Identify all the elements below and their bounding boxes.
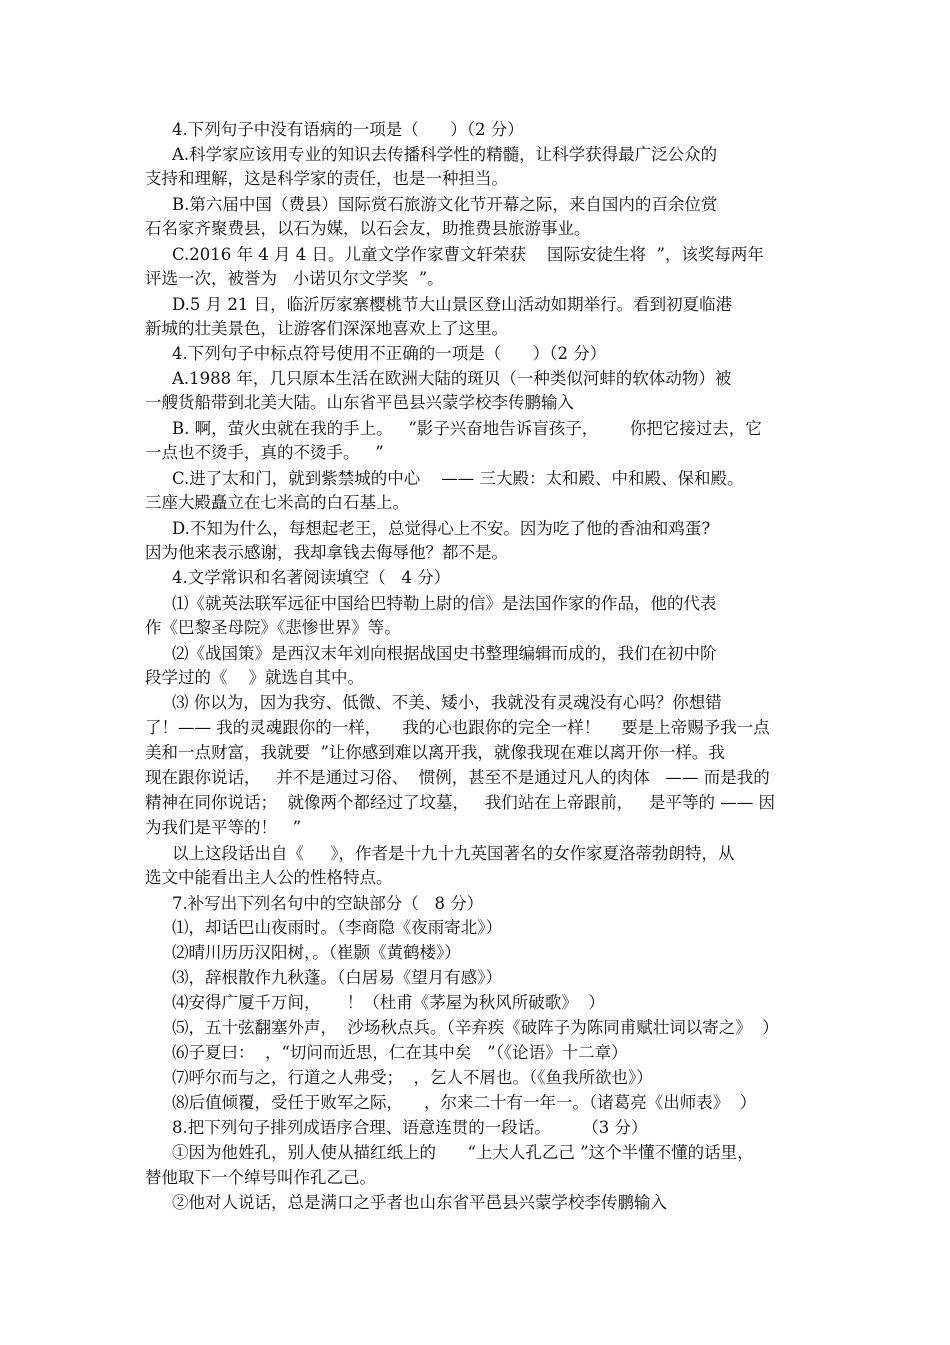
ordering-item-2: ②他对人说话，总是满口之乎者也山东省平邑县兴蒙学校李传鹏输入 bbox=[172, 1193, 667, 1212]
punct-option-a-line-2: 一艘货船带到北美大陆。山东省平邑县兴蒙学校李传鹏输入 bbox=[145, 393, 574, 412]
punct-option-b-line-1: B. 啊，萤火虫就在我的手上。 ”影子兴奋地告诉盲孩子， 你把它接过去，它 bbox=[172, 419, 762, 438]
literature-item-3-question-line-1: 以上这段话出自《 》，作者是十九十九英国著名的女作家夏洛蒂勃朗特，从 bbox=[172, 844, 735, 863]
ordering-item-1-line-2: 替他取下一个绰号叫作孔乙己。 bbox=[145, 1168, 376, 1187]
literature-item-3-line-4: 现在跟你说话， 并不是通过习俗、 惯例，甚至不是通过凡人的肉体 —— 而是我的 bbox=[145, 768, 770, 787]
q4-option-b-line-1: B.第六届中国（费县）国际赏石旅游文化节开幕之际，来自国内的百余位赏 bbox=[172, 195, 718, 214]
quote-item-8: ⑻后值倾覆，受任于败军之际， ，尔来二十有一年一。（诸葛亮《出师表》 ） bbox=[172, 1093, 757, 1112]
q4-option-b-line-2: 石名家齐聚费县，以石为媒，以石会友，助推费县旅游事业。 bbox=[145, 219, 591, 238]
quote-item-1: ⑴，却话巴山夜雨时。（李商隐《夜雨寄北》） bbox=[172, 918, 502, 937]
literature-item-3-line-5: 精神在同你说话； 就像两个都经过了坟墓， 我们站在上帝跟前， 是平等的 —— 因 bbox=[145, 793, 775, 812]
quote-item-6: ⑹子夏曰： ，“切问而近思，仁在其中矣 ”（《论语》十二章） bbox=[172, 1043, 628, 1062]
ordering-item-1-line-1: ①因为他姓孔，别人使从描红纸上的 “上大人孔乙己 ”这个半懂不懂的话里， bbox=[172, 1143, 754, 1162]
punct-option-a-line-1: A.1988 年，几只原本生活在欧洲大陆的斑贝（一种类似河蚌的软体动物）被 bbox=[172, 369, 732, 388]
punct-heading: 4.下列句子中标点符号使用不正确的一项是（ ）（2 分） bbox=[172, 344, 607, 363]
quote-item-5: ⑸，五十弦翻塞外声， 沙场秋点兵。（辛弃疾《破阵子为陈同甫赋壮词以寄之》 ） bbox=[172, 1018, 779, 1037]
literature-item-1-line-1: ⑴《就英法联军远征中国给巴特勒上尉的信》是法国作家的作品，他的代表 bbox=[172, 594, 717, 613]
literature-item-3-line-2: 了！—— 我的灵魂跟你的一样， 我的心也跟你的完全一样！ 要是上帝赐予我一点 bbox=[145, 718, 770, 737]
literature-item-3-line-6: 为我们是平等的！ ” bbox=[145, 818, 302, 837]
literature-item-3-line-3: 美和一点财富，我就要 ”让你感到难以离开我，就像我现在难以离开你一样。我 bbox=[145, 743, 725, 762]
q4-grammar-heading: 4.下列句子中没有语病的一项是（ ）（2 分） bbox=[172, 120, 524, 139]
punct-option-b-line-2: 一点也不烫手，真的不烫手。 ” bbox=[145, 443, 384, 462]
q4-option-c-line-1: C.2016 年 4 月 4 日。儿童文学作家曹文轩荣获 国际安徒生将 ”，该奖每两年 bbox=[172, 245, 764, 264]
quote-item-3: ⑶，辞根散作九秋蓬。（白居易《望月有感》） bbox=[172, 968, 502, 987]
literature-item-1-line-2: 作《巴黎圣母院》《悲惨世界》等。 bbox=[145, 618, 401, 637]
quote-item-7: ⑺呼尔而与之，行道之人弗受； ，乞人不屑也。（《鱼我所欲也》） bbox=[172, 1068, 653, 1087]
ordering-heading: 8.把下列句子排列成语序合理、语意连贯的一段话。 （3 分） bbox=[172, 1118, 648, 1137]
literature-heading: 4.文学常识和名著阅读填空（ 4 分） bbox=[172, 568, 451, 587]
quotes-heading: 7.补写出下列名句中的空缺部分（ 8 分） bbox=[172, 894, 484, 913]
q4-option-a-line-2: 支持和理解，这是科学家的责任，也是一种担当。 bbox=[145, 169, 508, 188]
punct-option-d-line-1: D.不知为什么，每想起老王，总觉得心上不安。因为吃了他的香油和鸡蛋? bbox=[172, 519, 711, 538]
literature-item-2-line-1: ⑵《战国策》是西汉末年刘向根据战国史书整理编辑而成的，我们在初中阶 bbox=[172, 644, 717, 663]
literature-item-3-question-line-2: 选文中能看出主人公的性格特点。 bbox=[145, 868, 393, 887]
literature-item-2-line-2: 段学过的《 》就选自其中。 bbox=[145, 668, 364, 687]
punct-option-c-line-2: 三座大殿矗立在七米高的白石基上。 bbox=[145, 493, 409, 512]
quote-item-2: ⑵晴川历历汉阳树，。（崔颢《黄鹤楼》） bbox=[172, 943, 461, 962]
punct-option-d-line-2: 因为他来表示感谢，我却拿钱去侮辱他？都不是。 bbox=[145, 543, 508, 562]
q4-option-a-line-1: A.科学家应该用专业的知识去传播科学性的精髓，让科学获得最广泛公众的 bbox=[172, 145, 718, 164]
q4-option-c-line-2: 评选一次，被誉为 小诺贝尔文学奖 ”。 bbox=[145, 269, 444, 288]
quote-item-4: ⑷安得广厦千万间， ！（杜甫《茅屋为秋风所破歌》 ） bbox=[172, 993, 605, 1012]
literature-item-3-line-1: ⑶ 你以为，因为我穷、低微、不美、矮小，我就没有灵魂没有心吗？你想错 bbox=[172, 693, 722, 712]
punct-option-c-line-1: C.进了太和门，就到紫禁城的中心 —— 三大殿：太和殿、中和殿、保和殿。 bbox=[172, 469, 744, 488]
q4-option-d-line-2: 新城的壮美景色，让游客们深深地喜欢上了这里。 bbox=[145, 319, 508, 338]
q4-option-d-line-1: D.5 月 21 日，临沂厉家寨樱桃节大山景区登山活动如期举行。看到初夏临港 bbox=[172, 295, 733, 314]
